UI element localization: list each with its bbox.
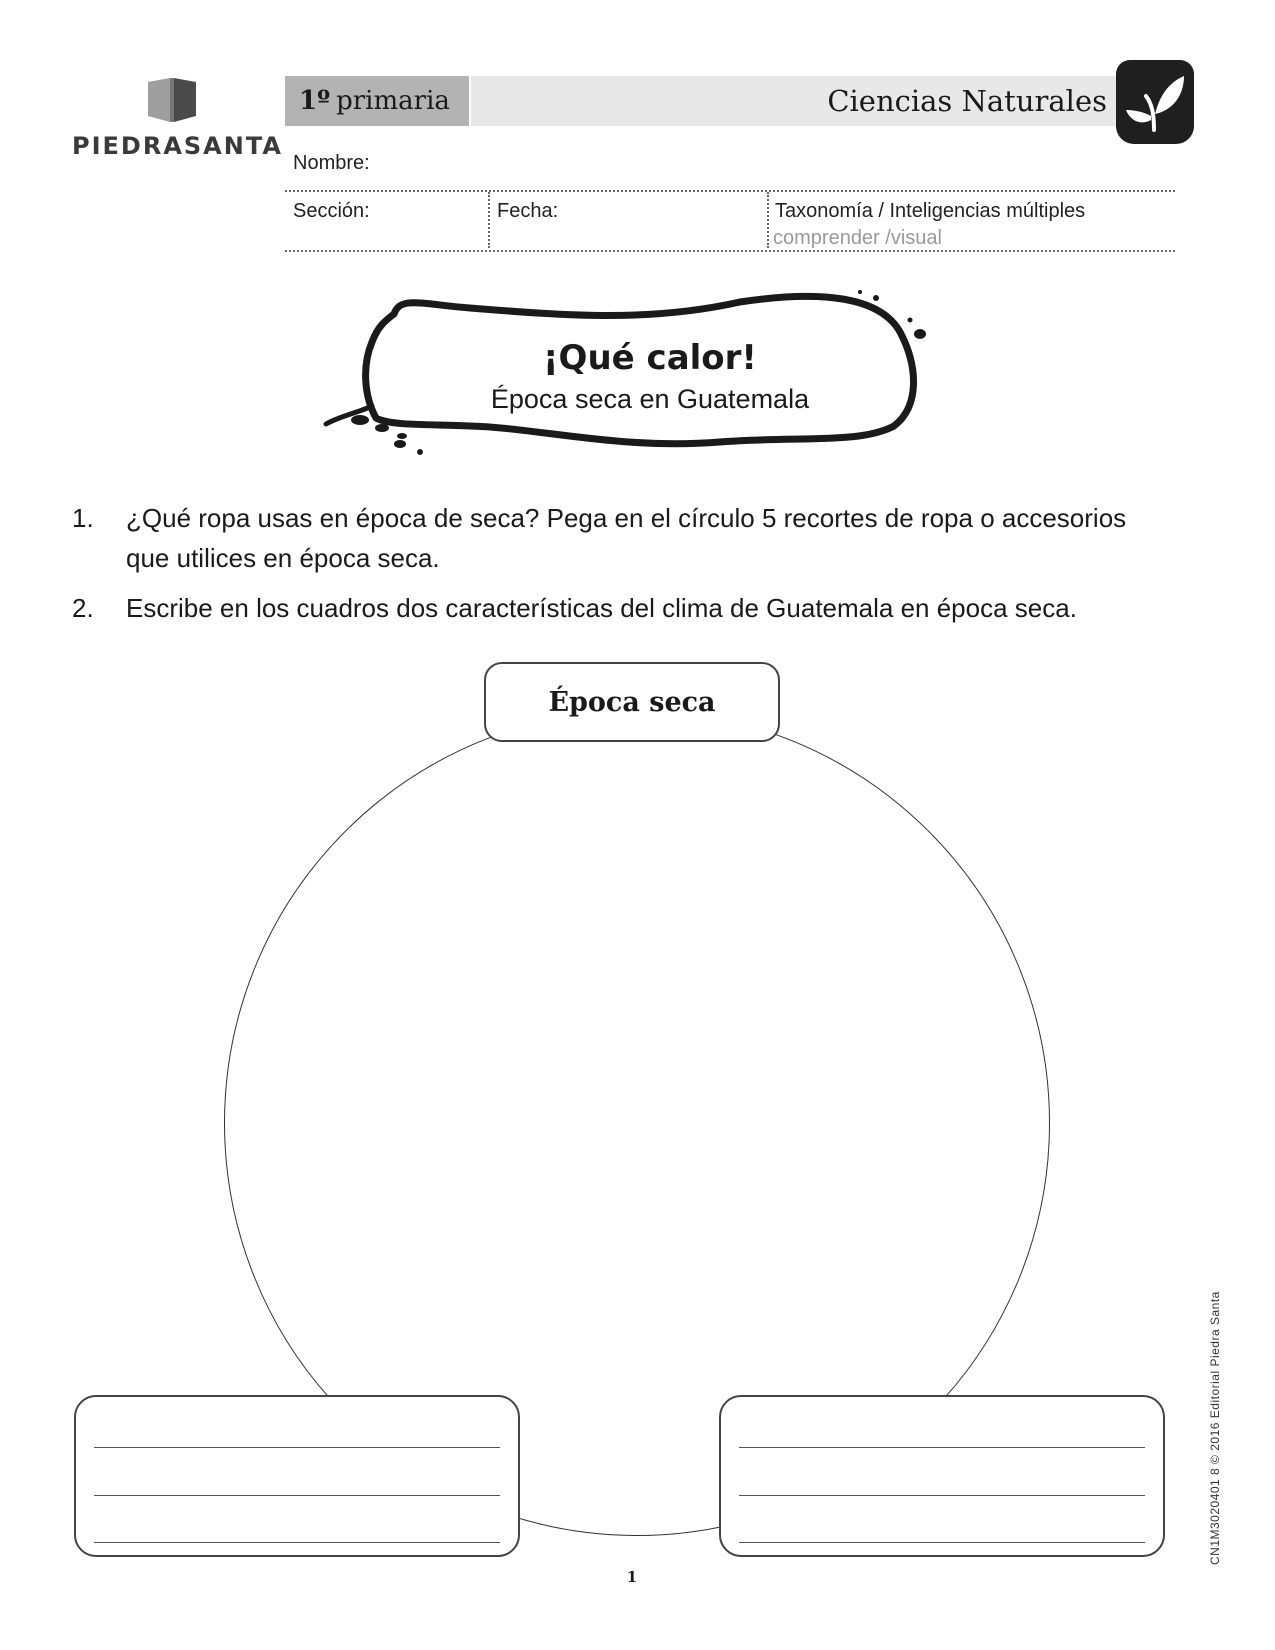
grade-word: primaria [336,86,450,116]
writing-line[interactable] [739,1542,1145,1543]
grade-label [285,76,469,126]
writing-line[interactable] [94,1542,500,1543]
subject-title: Ciencias Naturales [471,76,1121,126]
leaf-icon [1124,70,1186,134]
instruction-text: ¿Qué ropa usas en época de seca? Pega en el círculo 5 recortes de ropa o accesorios que utilices en época seca. [126,503,1127,573]
date-label: Fecha: [497,200,559,222]
writing-line[interactable] [739,1447,1145,1448]
writing-line[interactable] [739,1495,1145,1496]
instruction-number: 2. [72,593,94,623]
subject-badge [1116,60,1194,144]
writing-line[interactable] [94,1495,500,1496]
copyright-notice: CN1M3020401 8 © 2016 Editorial Piedra Santa [1208,1291,1222,1565]
taxonomy-label: Taxonomía / Inteligencias múltiples [775,200,1086,222]
divider [767,192,769,248]
book-logo-icon [146,76,198,126]
page-subtitle: Época seca en Guatemala [490,384,810,414]
writing-line[interactable] [94,1447,500,1448]
section-label: Sección: [293,200,370,222]
grade-number: 1º [299,86,331,116]
page-number: 1 [626,1568,638,1586]
instruction-number: 1. [72,503,94,533]
divider [285,190,1175,192]
page-title: ¡Qué calor! [543,338,757,378]
instruction-item [72,498,1192,578]
taxonomy-value: comprender /visual [773,227,942,249]
instruction-text: Escribe en los cuadros dos características del clima de Guatemala en época seca. [126,593,1077,623]
writing-box-left[interactable] [74,1395,520,1557]
brand-logo: PIEDRASANTA [72,132,283,160]
instruction-item [72,588,1192,628]
divider [488,192,490,248]
name-label: Nombre: [293,152,370,174]
divider [285,250,1175,252]
season-label: Época seca [484,662,780,742]
writing-box-right[interactable] [719,1395,1165,1557]
